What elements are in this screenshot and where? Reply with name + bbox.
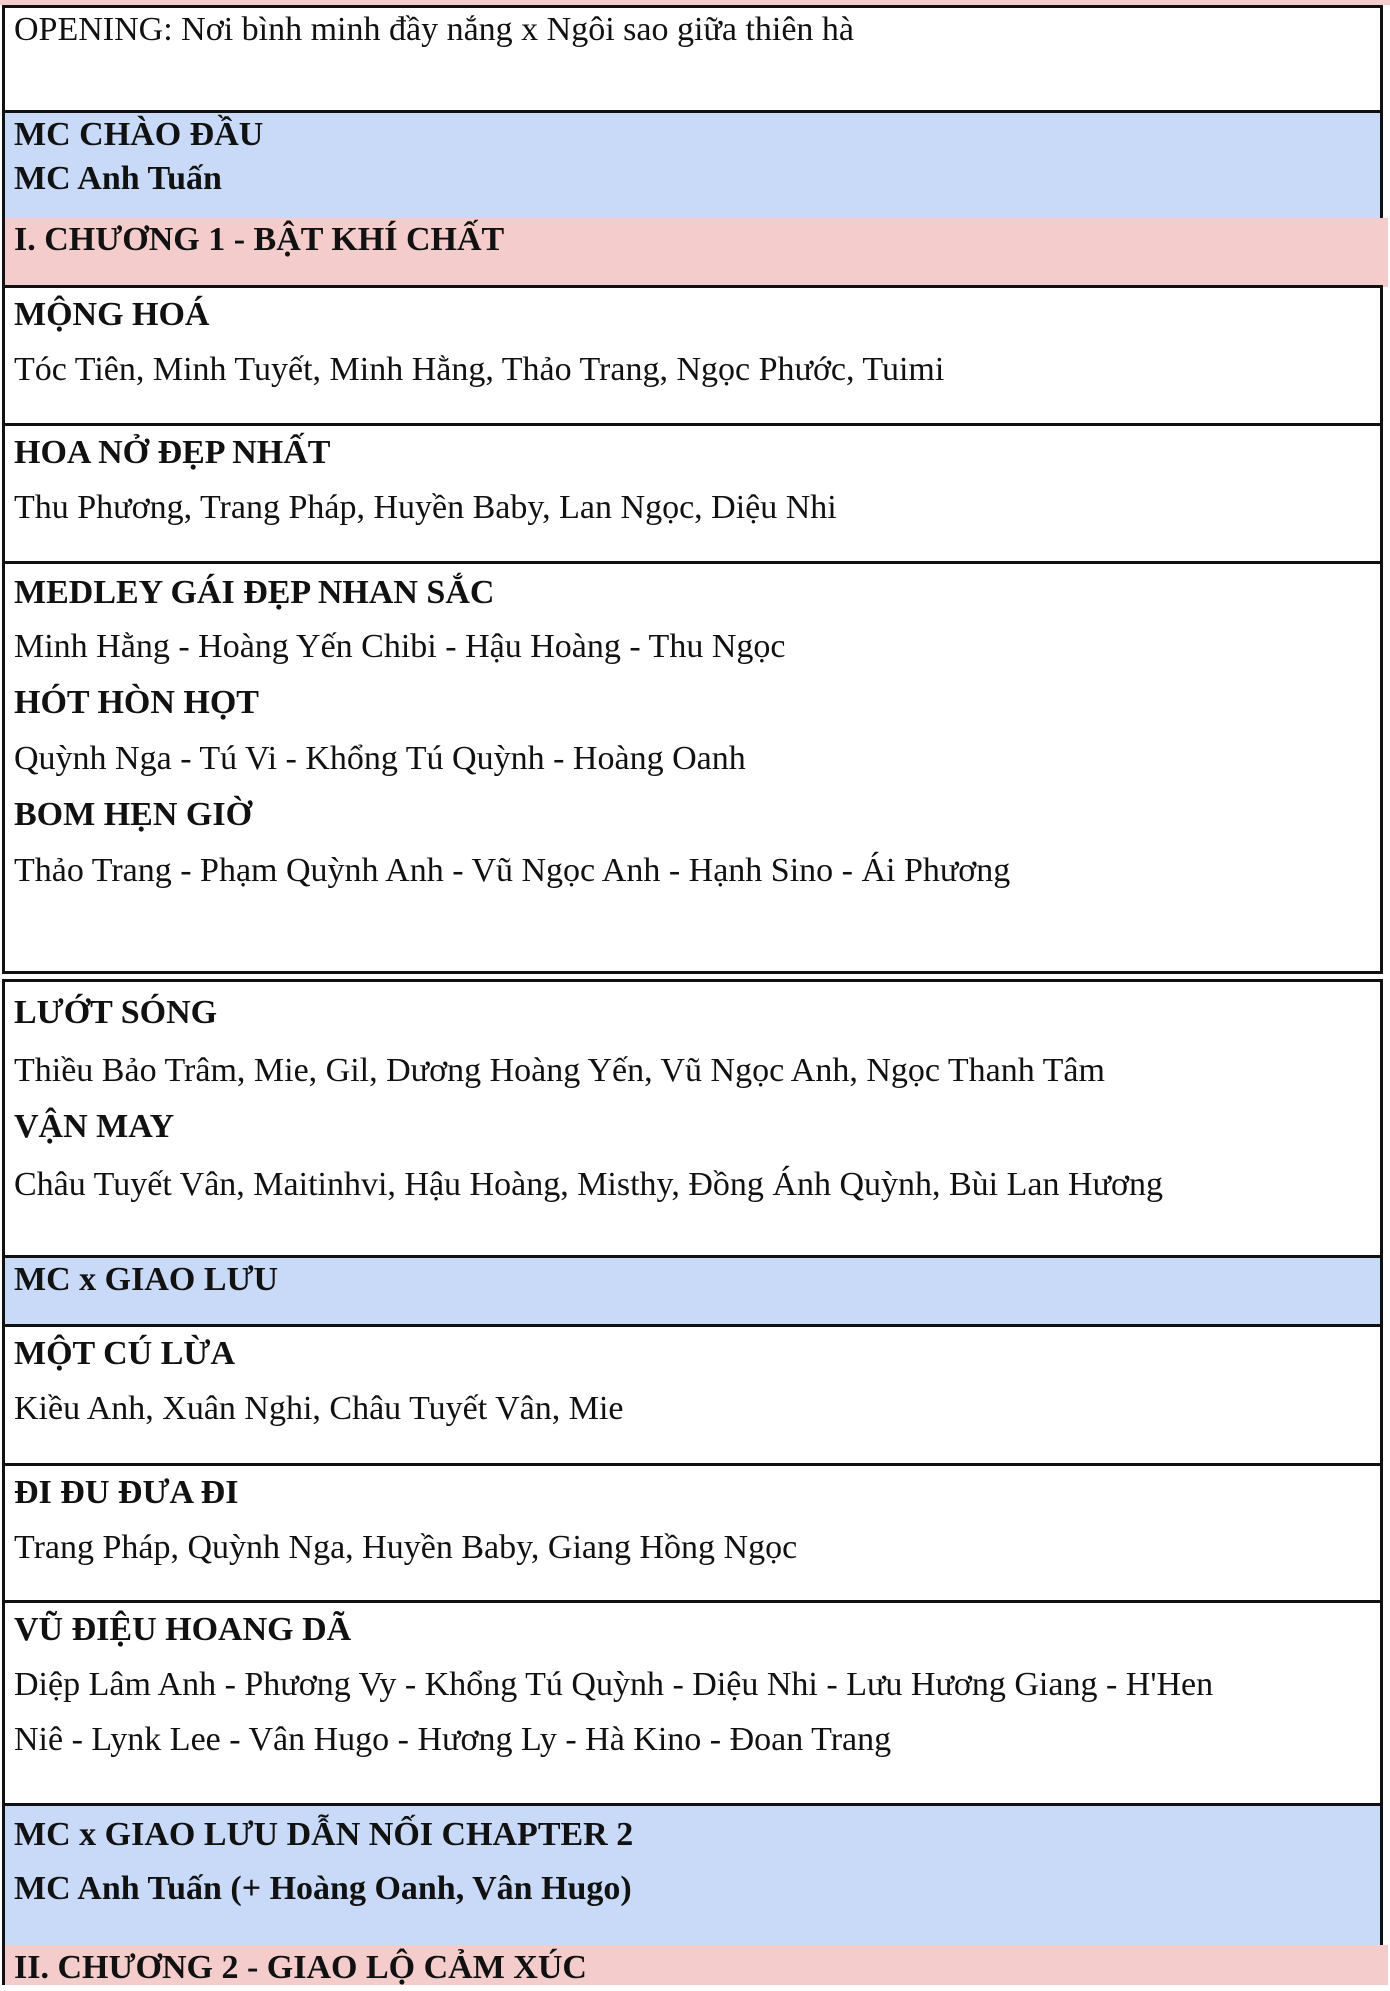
act-performers: Thảo Trang - Phạm Quỳnh Anh - Vũ Ngọc Anh - Hạnh Sino - Ái Phương (14, 852, 1011, 889)
act-performers-line-2: Niê - Lynk Lee - Vân Hugo - Hương Ly - Hà Kino - Đoan Trang (14, 1721, 892, 1758)
act-performers: Thu Phương, Trang Pháp, Huyền Baby, Lan Ngọc, Diệu Nhi (14, 489, 837, 526)
act-row (5, 1466, 1380, 1603)
act-title: MEDLEY GÁI ĐẸP NHAN SẮC (14, 574, 495, 611)
act-performers-line-1: Diệp Lâm Anh - Phương Vy - Khổng Tú Quỳnh - Diệu Nhi - Lưu Hương Giang - H'Hen (14, 1666, 1214, 1703)
medley-row (5, 564, 1380, 971)
chapter-2-title: II. CHƯƠNG 2 - GIAO LỘ CẢM XÚC (14, 1949, 587, 1986)
act-performers: Thiều Bảo Trâm, Mie, Gil, Dương Hoàng Yến, Vũ Ngọc Anh, Ngọc Thanh Tâm (14, 1052, 1105, 1089)
act-performers: Tóc Tiên, Minh Tuyết, Minh Hằng, Thảo Trang, Ngọc Phước, Tuimi (14, 351, 945, 388)
act-row (5, 288, 1380, 426)
act-row (5, 1327, 1380, 1466)
mc-intro-row (5, 113, 1380, 221)
chapter-1-row (2, 218, 1388, 287)
mc-exchange-row (5, 1258, 1380, 1327)
program-table-1 (2, 5, 1383, 224)
chapter-2-row (2, 1945, 1388, 1985)
mc-bridge-title: MC x GIAO LƯU DẪN NỐI CHAPTER 2 (14, 1816, 634, 1853)
act-performers: Kiều Anh, Xuân Nghi, Châu Tuyết Vân, Mie (14, 1390, 624, 1427)
mc-bridge-host: MC Anh Tuấn (+ Hoàng Oanh, Vân Hugo) (14, 1870, 632, 1907)
act-title: ĐI ĐU ĐƯA ĐI (14, 1474, 239, 1511)
act-title: VẬN MAY (14, 1108, 175, 1145)
act-performers: Châu Tuyết Vân, Maitinhvi, Hậu Hoàng, Misthy, Đồng Ánh Quỳnh, Bùi Lan Hương (14, 1166, 1163, 1203)
act-row (5, 426, 1380, 562)
mc-bridge-row (5, 1806, 1380, 1945)
wave-row (5, 982, 1380, 1258)
act-performers: Trang Pháp, Quỳnh Nga, Huyền Baby, Giang Hồng Ngọc (14, 1529, 798, 1566)
program-table-3 (2, 979, 1383, 1948)
opening-text: OPENING: Nơi bình minh đầy nắng x Ngôi sao giữa thiên hà (14, 11, 855, 48)
mc-intro-host: MC Anh Tuấn (14, 160, 222, 197)
act-title: HOA NỞ ĐẸP NHẤT (14, 434, 331, 471)
medley-table (2, 561, 1383, 974)
act-title: MỘNG HOÁ (14, 296, 210, 333)
act-title: VŨ ĐIỆU HOANG DÃ (14, 1611, 352, 1648)
act-title: MỘT CÚ LỪA (14, 1335, 235, 1372)
mc-intro-title: MC CHÀO ĐẦU (14, 116, 264, 153)
act-performers: Minh Hằng - Hoàng Yến Chibi - Hậu Hoàng - Thu Ngọc (14, 628, 786, 665)
act-title: LƯỚT SÓNG (14, 994, 218, 1031)
act-performers: Quỳnh Nga - Tú Vi - Khổng Tú Quỳnh - Hoàng Oanh (14, 740, 746, 777)
mc-exchange-title: MC x GIAO LƯU (14, 1261, 279, 1298)
opening-row (5, 8, 1380, 113)
chapter-1-title: I. CHƯƠNG 1 - BẬT KHÍ CHẤT (14, 221, 505, 258)
act-title: BOM HẸN GIỜ (14, 796, 253, 833)
act-title: HÓT HÒN HỌT (14, 684, 259, 721)
act-row (5, 1603, 1380, 1806)
program-table-2 (2, 285, 1383, 565)
